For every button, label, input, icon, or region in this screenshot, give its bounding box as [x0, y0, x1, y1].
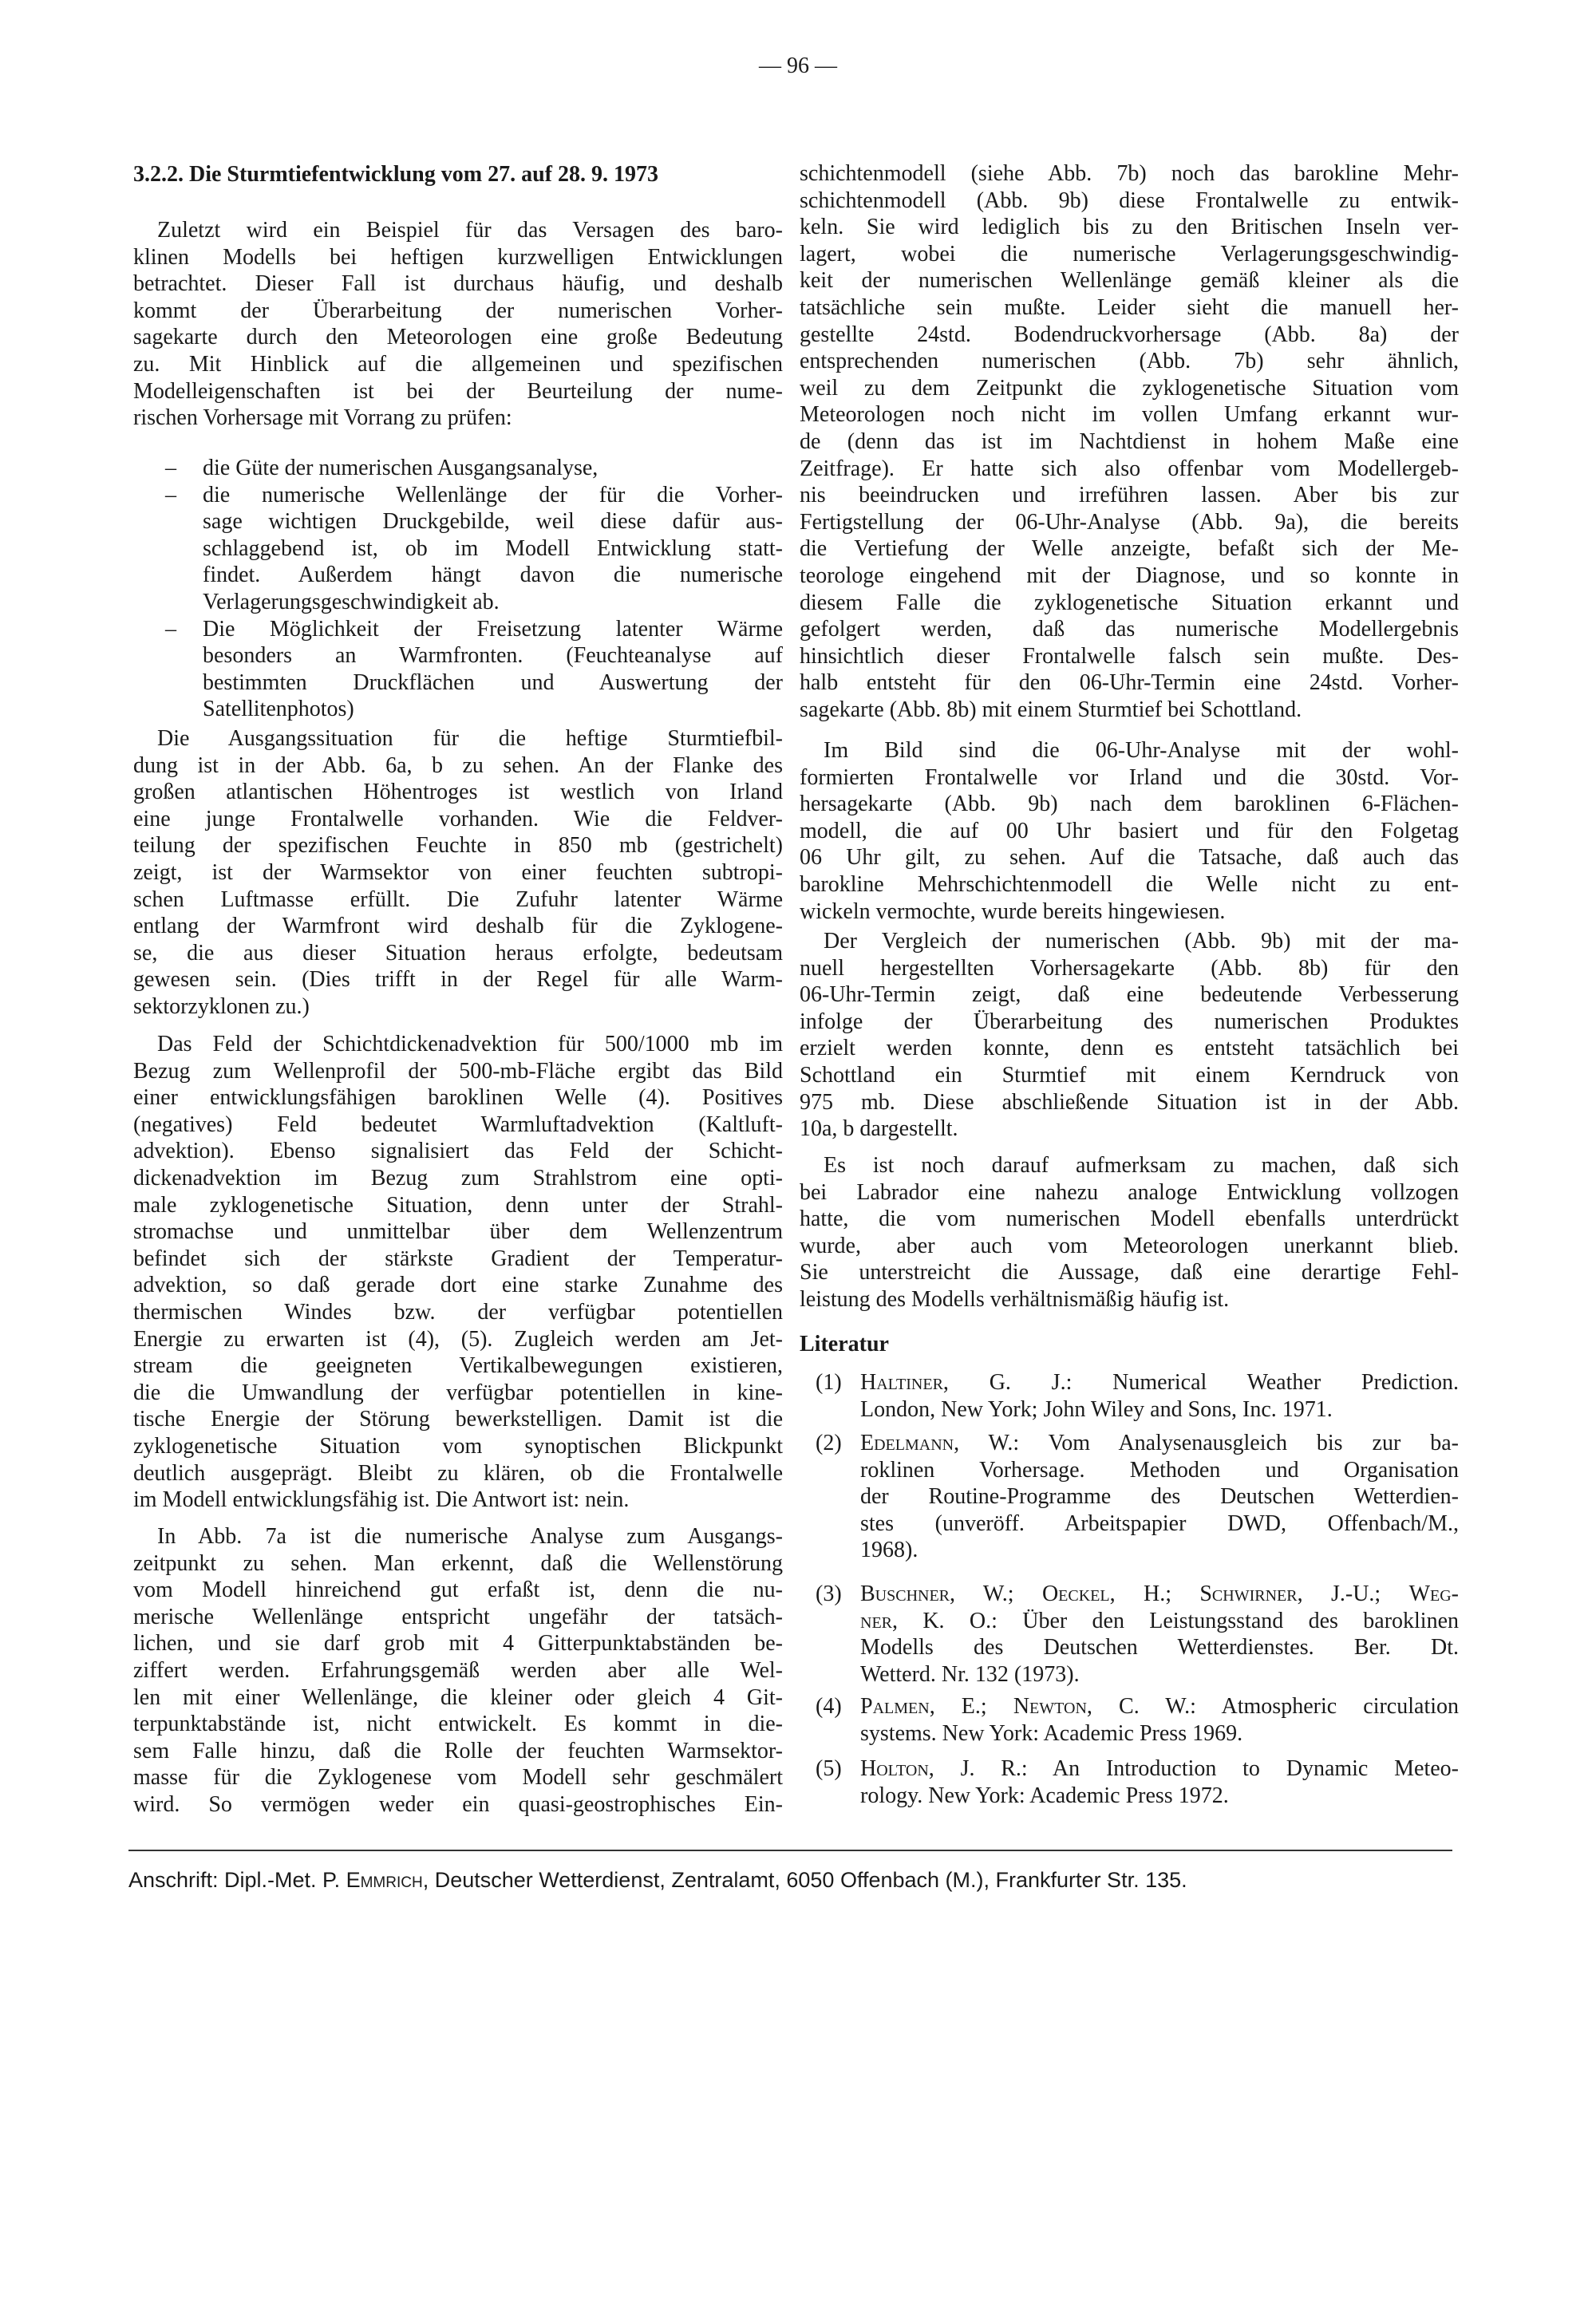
text-line: bei Labrador eine nahezu analoge Entwicklung vollzogen: [800, 1179, 1459, 1205]
text-line: len mit einer Wellenlänge, die kleiner oder gleich 4 Git-: [133, 1684, 783, 1710]
author-address: [128, 1867, 1453, 1894]
text-line: rischen Vorhersage mit Vorrang zu prüfen:: [133, 405, 512, 431]
text-line: Zeitfrage). Er hatte sich also offenbar vom Modellergeb-: [800, 456, 1459, 481]
text-line: halb entsteht für den 06-Uhr-Termin eine 24std. Vorher-: [800, 670, 1459, 696]
text-line: klinen Modells bei heftigen kurzwelligen Entwicklungen: [133, 244, 783, 270]
reference-text: , W.: Vom Analysenausgleich bis zur ba-: [954, 1431, 1459, 1455]
list-item: [133, 482, 783, 616]
text-line: lagert, wobei die numerische Verlagerungsgeschwindig-: [800, 241, 1459, 267]
text-line: 06 Uhr gilt, zu sehen. Auf die Tatsache, daß auch das: [800, 845, 1459, 871]
dash-bullet: –: [165, 482, 176, 507]
text-line: sagekarte (Abb. 8b) mit einem Sturmtief bei Schottland.: [800, 697, 1302, 722]
reference-text: , H.;: [1109, 1582, 1200, 1606]
text-line: erzielt werden konnte, denn es entsteht tatsächlich bei: [800, 1036, 1459, 1061]
text-line: stream die geeigneten Vertikalbewegungen existieren,: [133, 1353, 783, 1379]
reference-item: [816, 1581, 1459, 1688]
text-line: hatte, die vom numerischen Modell ebenfalls unterdrückt: [800, 1206, 1459, 1232]
text-line: zu. Mit Hinblick auf die allgemeinen und spezifischen: [133, 351, 783, 377]
reference-text: stes (unveröff. Arbeitspapier DWD, Offenbach/M.,: [860, 1510, 1459, 1536]
reference-text: , K. O.: Über den Leistungsstand des baroklinen: [892, 1608, 1459, 1633]
author-name: Newton: [1013, 1694, 1087, 1719]
text-line: Schottland ein Sturmtief mit einem Kerndruck von: [800, 1062, 1459, 1088]
text-line: formierten Frontalwelle vor Irland und die 30std. Vor-: [800, 764, 1459, 790]
text-line: male zyklogenetische Situation, denn unter der Strahl-: [133, 1192, 783, 1218]
reference-line: [860, 1396, 1459, 1424]
text-line: terpunktabstände ist, nicht entwickelt. Es kommt in die-: [133, 1712, 783, 1737]
text-line: im Modell entwicklungsfähig ist. Die Antwort ist: nein.: [133, 1487, 630, 1513]
author-name: Holton: [860, 1756, 929, 1781]
reference-number: (2): [816, 1431, 842, 1455]
text-line: Modelleigenschaften ist bei der Beurteilung der nume-: [133, 378, 783, 404]
paragraph-thickness-advection: [133, 1031, 783, 1514]
text-line: leistung des Modells verhältnismäßig häufig ist.: [800, 1286, 1230, 1312]
text-line: Energie zu erwarten ist (4), (5). Zugleich werden am Jet-: [133, 1326, 783, 1352]
text-line: merische Wellenlänge entspricht ungefähr der tatsäch-: [133, 1604, 783, 1629]
reference-number: (3): [816, 1582, 842, 1606]
reference-number: (4): [816, 1694, 842, 1719]
reference-text: Modells des Deutschen Wetterdienstes. Ber. Dt.: [860, 1635, 1459, 1661]
text-line: modell, die auf 00 Uhr basiert und für den Folgetag: [800, 818, 1459, 843]
paragraph-continuation: [800, 160, 1459, 723]
text-line: hinsichtlich dieser Frontalwelle falsch sein mußte. Des-: [800, 643, 1459, 669]
text-line: Bezug zum Wellenprofil der 500-mb-Fläche ergibt das Bild: [133, 1058, 783, 1084]
paragraph-numerical-analysis: [133, 1523, 783, 1819]
paragraph-initial-situation: [133, 725, 783, 1021]
text-line: sektorzyklonen zu.): [133, 993, 310, 1019]
text-line: entsprechenden numerischen (Abb. 7b) sehr ähnlich,: [800, 349, 1459, 374]
text-line: Der Vergleich der numerischen (Abb. 9b) mit der ma-: [824, 929, 1459, 954]
text-line: gestellte 24std. Bodendruckvorhersage (Abb. 8a) der: [800, 322, 1459, 347]
reference-line: [860, 1483, 1459, 1510]
text-line: dung ist in der Abb. 6a, b zu sehen. An der Flanke des: [133, 752, 783, 778]
text-line: sem Falle hinzu, daß die Rolle der feuchten Warmsektor-: [133, 1738, 783, 1763]
text-line: In Abb. 7a ist die numerische Analyse zum Ausgangs-: [157, 1524, 783, 1549]
text-line: tische Energie der Störung bewerkstelligen. Damit ist die: [133, 1407, 783, 1432]
reference-line: [860, 1693, 1459, 1720]
reference-item: [816, 1755, 1459, 1809]
dash-bullet: –: [165, 616, 176, 642]
text-line: Meteorologen noch nicht im vollen Umfang erkannt wur-: [800, 402, 1459, 428]
reference-line: [860, 1457, 1459, 1484]
reference-line: [860, 1755, 1459, 1783]
text-line: masse für die Zyklogenese vom Modell sehr geschmälert: [133, 1765, 783, 1791]
author-name: Emmrich: [346, 1868, 423, 1892]
list-item: [133, 616, 783, 723]
reference-line: [860, 1783, 1459, 1810]
text-line: zeitpunkt zu sehen. Man erkennt, daß die Wellenstörung: [133, 1550, 783, 1576]
text-line: Verlagerungsgeschwindigkeit ab.: [203, 589, 500, 614]
text-line: se, die aus dieser Situation heraus erfolgte, bedeutsam: [133, 940, 783, 966]
text-line: lichen, und sie darf grob mit 4 Gitterpunktabständen be-: [133, 1631, 783, 1657]
reference-line: [860, 1720, 1459, 1747]
text-line: zeigt, ist der Warmsektor von einer feuchten subtropi-: [133, 859, 783, 885]
text-line: de (denn das ist im Nachtdienst in hohem Maße eine: [800, 428, 1459, 454]
reference-text: 1968).: [860, 1538, 918, 1563]
author-name: Oeckel: [1041, 1582, 1110, 1606]
page-number: — 96 —: [759, 53, 837, 78]
text-line: besonders an Warmfronten. (Feuchteanalyse auf: [203, 643, 783, 669]
text-line: Im Bild sind die 06-Uhr-Analyse mit der wohl-: [824, 738, 1459, 763]
address-suffix: , Deutscher Wetterdienst, Zentralamt, 6050 Offenbach (M.), Frankfurter Str. 135.: [422, 1868, 1187, 1892]
reference-item: [816, 1369, 1459, 1423]
author-name: Buschner: [860, 1582, 950, 1606]
text-line: Die Möglichkeit der Freisetzung latenter Wärme: [203, 616, 783, 642]
reference-line: [860, 1634, 1459, 1661]
text-line: teorologe eingehend mit der Diagnose, und so konnte in: [800, 563, 1459, 588]
text-line: advektion, so daß gerade dort eine starke Zunahme des: [133, 1273, 783, 1298]
reference-line: [860, 1608, 1459, 1635]
reference-line: [860, 1537, 1459, 1564]
reference-text: rology. New York: Academic Press 1972.: [860, 1783, 1229, 1808]
reference-line: [860, 1510, 1459, 1538]
text-line: ziffert werden. Erfahrungsgemäß werden aber alle Wel-: [133, 1657, 783, 1683]
text-line: betrachtet. Dieser Fall ist durchaus häufig, und deshalb: [133, 271, 783, 297]
text-line: teilung der spezifischen Feuchte in 850 mb (gestrichelt): [133, 833, 783, 859]
text-line: diesem Falle die zyklogenetische Situation erkannt und: [800, 590, 1459, 615]
list-item: [133, 455, 783, 482]
text-line: dickenadvektion im Bezug zum Strahlstrom eine opti-: [133, 1165, 783, 1191]
text-line: schlaggebend ist, ob im Modell Entwicklung statt-: [203, 535, 783, 561]
reference-text: , C. W.: Atmospheric circulation: [1086, 1694, 1460, 1719]
text-line: advektion). Ebenso signalisiert das Feld der Schicht-: [133, 1139, 783, 1164]
reference-text: der Routine-Programme des Deutschen Wetterdien-: [860, 1484, 1459, 1510]
reference-line: [860, 1430, 1459, 1457]
dash-bullet: –: [165, 456, 176, 480]
text-line: sagekarte durch den Meteorologen eine große Bedeutung: [133, 325, 783, 350]
text-line: die Vertiefung der Welle anzeigte, befaßt sich der Me-: [800, 536, 1459, 562]
literature-heading: Literatur: [800, 1332, 889, 1356]
text-line: findet. Außerdem hängt davon die numerische: [203, 563, 783, 588]
text-line: deutlich ausgeprägt. Bleibt zu klären, ob die Frontalwelle: [133, 1460, 783, 1486]
reference-text: , E.;: [929, 1694, 1013, 1719]
text-line: schichtenmodell (siehe Abb. 7b) noch das barokline Mehr-: [800, 161, 1459, 186]
text-line: barokline Mehrschichtenmodell die Welle nicht zu ent-: [800, 871, 1459, 897]
text-line: Zuletzt wird ein Beispiel für das Versagen des baro-: [157, 218, 783, 243]
text-line: nis beeindrucken und irreführen lassen. Aber bis zur: [800, 483, 1459, 508]
text-line: zyklogenetische Situation vom synoptischen Blickpunkt: [133, 1433, 783, 1459]
text-line: vom Modell hinreichend gut erfaßt ist, denn die nu-: [133, 1578, 783, 1603]
paragraph-comparison: [800, 928, 1459, 1143]
text-line: keln. Sie wird lediglich bis zu den Britischen Inseln ver-: [800, 215, 1459, 240]
reference-text: , J.-U.;: [1297, 1582, 1409, 1606]
author-name: Haltiner: [860, 1370, 943, 1395]
text-line: schichtenmodell (Abb. 9b) diese Frontalwelle zu entwik-: [800, 188, 1459, 213]
text-line: Das Feld der Schichtdickenadvektion für 500/1000 mb im: [157, 1032, 783, 1056]
paragraph-image-description: [800, 737, 1459, 925]
text-line: großen atlantischen Höhentroges ist westlich von Irland: [133, 780, 783, 805]
text-line: die Güte der numerischen Ausgangsanalyse,: [203, 456, 598, 480]
text-line: nuell hergestellten Vorhersagekarte (Abb. 8b) für den: [800, 955, 1459, 981]
reference-text: Wetterd. Nr. 132 (1973).: [860, 1661, 1080, 1687]
text-line: einer entwicklungsfähigen baroklinen Welle (4). Positives: [133, 1085, 783, 1111]
text-line: tatsächliche sein mußte. Leider sieht die manuell her-: [800, 294, 1459, 320]
author-name: ner: [860, 1608, 892, 1633]
text-line: weil zu dem Zeitpunkt die zyklogenetische Situation vom: [800, 375, 1459, 401]
text-line: die die Umwandlung der verfügbar potentiellen in kine-: [133, 1380, 783, 1405]
section-heading: 3.2.2. Die Sturmtiefentwicklung vom 27. auf 28. 9. 1973: [133, 162, 658, 187]
text-line: schen Luftmasse erfüllt. Die Zufuhr latenter Wärme: [133, 887, 783, 912]
author-name: Edelmann: [860, 1431, 954, 1455]
text-line: hersagekarte (Abb. 9b) nach dem baroklinen 6-Flächen-: [800, 792, 1459, 817]
text-line: wird. So vermögen weder ein quasi-geostrophisches Ein-: [133, 1791, 783, 1817]
text-line: Die Ausgangssituation für die heftige Sturmtiefbil-: [157, 726, 783, 751]
text-line: befindet sich der stärkste Gradient der Temperatur-: [133, 1246, 783, 1271]
text-line: stromachse und unmittelbar über dem Wellenzentrum: [133, 1219, 783, 1245]
text-line: Satellitenphotos): [203, 697, 354, 722]
author-name: Schwirner: [1199, 1582, 1298, 1606]
text-line: Sie unterstreicht die Aussage, daß eine derartige Fehl-: [800, 1260, 1459, 1285]
text-line: wurde, aber auch vom Meteorologen unerkannt blieb.: [800, 1233, 1459, 1258]
address-prefix: Anschrift: Dipl.-Met. P.: [128, 1868, 346, 1892]
reference-line: [860, 1581, 1459, 1608]
reference-text: London, New York; John Wiley and Sons, Inc. 1971.: [860, 1396, 1333, 1422]
text-line: 06-Uhr-Termin zeigt, daß eine bedeutende Verbesserung: [800, 982, 1459, 1008]
reference-item: [816, 1693, 1459, 1747]
reference-item: [816, 1430, 1459, 1564]
criteria-list: [133, 455, 783, 723]
paragraph-labrador: [800, 1152, 1459, 1313]
text-line: 975 mb. Diese abschließende Situation ist in der Abb.: [800, 1089, 1459, 1115]
text-line: thermischen Windes bzw. der verfügbar potentiellen: [133, 1299, 783, 1325]
text-line: eine junge Frontalwelle vorhanden. Wie die Feldver-: [133, 806, 783, 831]
text-line: wickeln vermochte, wurde bereits hingewiesen.: [800, 898, 1226, 924]
text-line: gewesen sein. (Dies trifft in der Regel für alle Warm-: [133, 967, 783, 993]
text-line: keit der numerischen Wellenlänge gemäß kleiner als die: [800, 268, 1459, 294]
text-line: sage wichtigen Druckgebilde, weil diese dafür aus-: [203, 509, 783, 535]
text-line: gefolgert werden, daß das numerische Modellergebnis: [800, 617, 1459, 642]
reference-line: [860, 1661, 1459, 1688]
footer-divider: [128, 1850, 1452, 1851]
text-line: Fertigstellung der 06-Uhr-Analyse (Abb. 9a), die bereits: [800, 509, 1459, 535]
text-line: die numerische Wellenlänge der für die Vorher-: [203, 482, 783, 507]
reference-number: (1): [816, 1370, 842, 1395]
reference-text: roklinen Vorhersage. Methoden und Organisation: [860, 1457, 1459, 1483]
reference-text: , W.;: [950, 1582, 1042, 1606]
text-line: infolge der Überarbeitung des numerischen Produktes: [800, 1009, 1459, 1034]
paragraph-intro: [133, 217, 783, 432]
author-name: Weg-: [1408, 1582, 1459, 1606]
text-line: 10a, b dargestellt.: [800, 1116, 958, 1142]
author-name: Palmen: [860, 1694, 930, 1719]
reference-line: [860, 1369, 1459, 1396]
reference-text: , J. R.: An Introduction to Dynamic Meteo-: [928, 1756, 1459, 1781]
text-line: (negatives) Feld bedeutet Warmluftadvektion (Kaltluft-: [133, 1112, 783, 1137]
text-line: kommt der Überarbeitung der numerischen Vorher-: [133, 298, 783, 323]
reference-text: , G. J.: Numerical Weather Prediction.: [942, 1370, 1459, 1395]
reference-number: (5): [816, 1756, 842, 1781]
text-line: Es ist noch darauf aufmerksam zu machen, daß sich: [824, 1153, 1459, 1178]
text-line: entlang der Warmfront wird deshalb für die Zyklogene-: [133, 914, 783, 939]
reference-text: systems. New York: Academic Press 1969.: [860, 1720, 1243, 1746]
text-line: bestimmten Druckflächen und Auswertung der: [203, 669, 783, 695]
